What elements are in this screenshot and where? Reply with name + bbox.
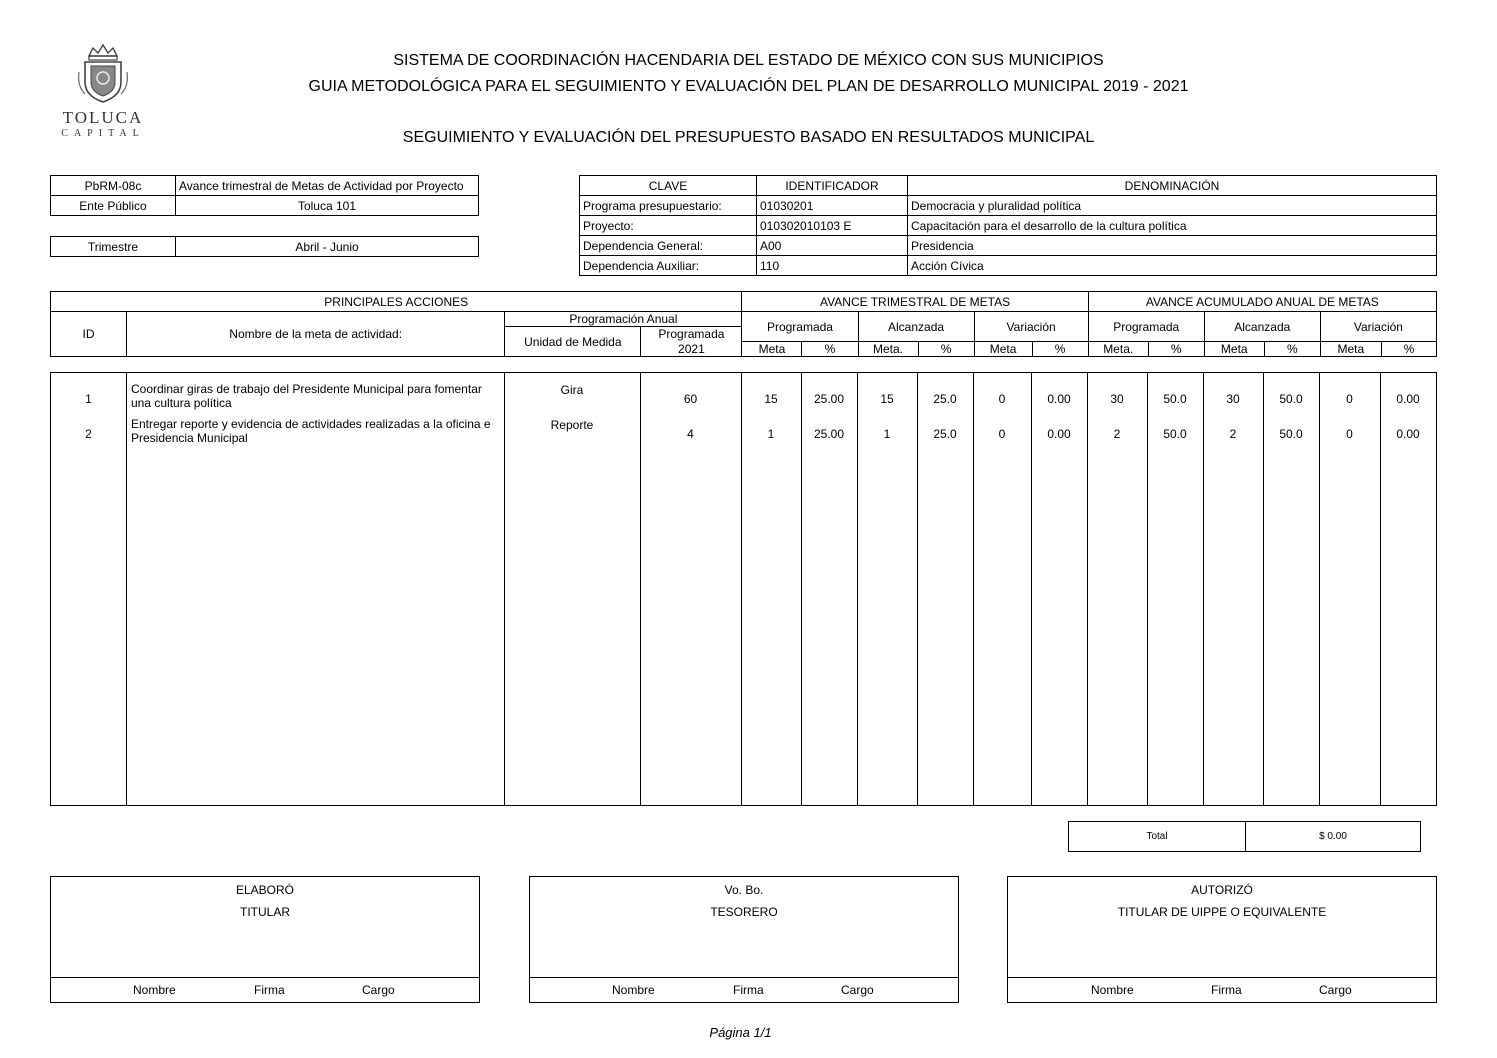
form-code: PbRM-08c xyxy=(51,176,176,196)
sub-header: % xyxy=(802,342,858,357)
nombre-header: Nombre de la meta de actividad: xyxy=(127,312,505,357)
signature-firma: Firma xyxy=(254,983,285,997)
row-programada: 60 xyxy=(683,392,698,406)
row-nombre: Entregar reporte y evidencia de actividades realizadas a la oficina e Presidencia Municipal xyxy=(131,417,491,445)
row-value: 25.00 xyxy=(813,427,845,441)
sub-header: Meta. xyxy=(858,342,918,357)
row-value: 15 xyxy=(880,392,894,406)
row-unidad: Gira xyxy=(560,383,584,397)
principales-acciones-header: PRINCIPALES ACCIONES xyxy=(51,292,742,312)
clave-cell: Dependencia General: xyxy=(580,236,757,256)
signature-title: ELABORÓ xyxy=(235,883,295,897)
identificador-cell: A00 xyxy=(757,236,908,256)
title-line-2: GUIA METODOLÓGICA PARA EL SEGUIMIENTO Y EVALUACIÓN DEL PLAN DE DESARROLLO MUNICIPAL 2019 - 2021 xyxy=(308,78,1189,95)
row-value: 25.0 xyxy=(933,427,957,441)
metas-body xyxy=(50,372,1437,806)
ente-value: Toluca 101 xyxy=(176,196,479,216)
row-value: 1 xyxy=(767,427,775,441)
acum-variacion-header: Variación xyxy=(1320,312,1436,342)
page-number: Página 1/1 xyxy=(709,1025,772,1040)
signature-cargo: Cargo xyxy=(362,983,395,997)
form-code-description: Avance trimestral de Metas de Actividad por Proyecto xyxy=(176,176,479,196)
signature-title: AUTORIZÓ xyxy=(1191,883,1253,897)
form-info-table xyxy=(50,175,479,216)
signature-box-autorizo xyxy=(1007,876,1437,1003)
identificador-cell: 110 xyxy=(757,256,908,276)
row-programada: 4 xyxy=(687,427,694,441)
trim-alcanzada-header: Alcanzada xyxy=(858,312,974,342)
row-value: 50.0 xyxy=(1163,392,1187,406)
clave-header: CLAVE xyxy=(580,176,757,196)
clave-cell: Programa presupuestario: xyxy=(580,196,757,216)
trimestre-label: Trimestre xyxy=(51,237,176,257)
row-value: 2 xyxy=(1113,427,1121,441)
row-value: 1 xyxy=(883,427,891,441)
trim-programada-header: Programada xyxy=(742,312,858,342)
signature-cargo: Cargo xyxy=(841,983,874,997)
denominacion-cell: Democracia y pluralidad política xyxy=(908,196,1437,216)
id-header: ID xyxy=(51,312,127,357)
metas-header-table xyxy=(50,291,1437,357)
denominacion-cell: Presidencia xyxy=(908,236,1437,256)
logo-subtitle: CAPITAL xyxy=(61,128,145,139)
row-value: 25.0 xyxy=(933,392,957,406)
signature-nombre: Nombre xyxy=(1091,983,1134,997)
denominacion-cell: Capacitación para el desarrollo de la cultura política xyxy=(908,216,1437,236)
row-value: 0.00 xyxy=(1047,392,1071,406)
sub-header: Meta xyxy=(742,342,802,357)
signature-nombre: Nombre xyxy=(133,983,176,997)
row-unidad: Reporte xyxy=(550,418,594,432)
sub-header: % xyxy=(1381,342,1436,357)
signature-cargo: Cargo xyxy=(1319,983,1352,997)
programada-year: 2021 xyxy=(641,342,742,357)
avance-trimestral-header: AVANCE TRIMESTRAL DE METAS xyxy=(742,292,1088,312)
sub-header: Meta xyxy=(1204,342,1264,357)
avance-acumulado-header: AVANCE ACUMULADO ANUAL DE METAS xyxy=(1088,292,1436,312)
sub-header: % xyxy=(1264,342,1320,357)
sub-header: % xyxy=(1032,342,1088,357)
signature-role: TITULAR xyxy=(239,905,290,919)
row-value: 50.0 xyxy=(1163,427,1187,441)
signature-role: TITULAR DE UIPPE O EQUIVALENTE xyxy=(1117,905,1327,919)
trim-variacion-header: Variación xyxy=(974,312,1088,342)
title-line-3: SEGUIMIENTO Y EVALUACIÓN DEL PRESUPUESTO BASADO EN RESULTADOS MUNICIPAL xyxy=(402,129,1095,146)
row-value: 0.00 xyxy=(1047,427,1071,441)
title-line-1: SISTEMA DE COORDINACIÓN HACENDARIA DEL ESTADO DE MÉXICO CON SUS MUNICIPIOS xyxy=(393,52,1104,69)
signature-box-vobo xyxy=(529,876,959,1003)
logo-name: TOLUCA xyxy=(62,108,144,127)
row-value: 0.00 xyxy=(1396,392,1420,406)
total-value: $ 0.00 xyxy=(1246,822,1421,852)
acum-alcanzada-header: Alcanzada xyxy=(1204,312,1320,342)
signature-firma: Firma xyxy=(1211,983,1242,997)
clave-cell: Proyecto: xyxy=(580,216,757,236)
row-value: 0 xyxy=(998,392,1006,406)
programada-header: Programada xyxy=(641,327,742,342)
trimestre-value: Abril - Junio xyxy=(176,237,479,257)
unidad-medida-header: Unidad de Medida xyxy=(505,327,641,357)
row-value: 50.0 xyxy=(1279,427,1303,441)
row-value: 30 xyxy=(1226,392,1240,406)
row-value: 0 xyxy=(1346,392,1353,406)
row-value: 25.00 xyxy=(813,392,845,406)
denominacion-header: DENOMINACIÓN xyxy=(908,176,1437,196)
identificador-cell: 01030201 xyxy=(757,196,908,216)
row-value: 50.0 xyxy=(1279,392,1303,406)
row-value: 30 xyxy=(1110,392,1124,406)
signature-role: TESORERO xyxy=(710,905,778,919)
signature-title: Vo. Bo. xyxy=(724,883,764,897)
row-value: 2 xyxy=(1229,427,1237,441)
signature-firma: Firma xyxy=(733,983,764,997)
row-value: 0.00 xyxy=(1396,427,1420,441)
row-value: 0 xyxy=(998,427,1006,441)
sub-header: % xyxy=(1148,342,1204,357)
clave-cell: Dependencia Auxiliar: xyxy=(580,256,757,276)
row-value: 15 xyxy=(764,392,778,406)
sub-header: % xyxy=(918,342,974,357)
identificador-header: IDENTIFICADOR xyxy=(757,176,908,196)
sub-header: Meta. xyxy=(1088,342,1148,357)
signature-nombre: Nombre xyxy=(612,983,655,997)
trimestre-table xyxy=(50,236,479,257)
total-label: Total xyxy=(1069,822,1246,852)
sub-header: Meta xyxy=(974,342,1032,357)
row-id: 2 xyxy=(85,427,92,441)
row-value: 0 xyxy=(1346,427,1353,441)
denominacion-cell: Acción Cívica xyxy=(908,256,1437,276)
ente-label: Ente Público xyxy=(51,196,176,216)
signature-box-elaboro xyxy=(50,876,480,1003)
acum-programada-header: Programada xyxy=(1088,312,1204,342)
sub-header: Meta xyxy=(1320,342,1381,357)
row-id: 1 xyxy=(85,392,92,406)
row-nombre: Coordinar giras de trabajo del Presidente Municipal para fomentar una cultura política xyxy=(131,382,482,410)
programacion-anual-header: Programación Anual xyxy=(505,312,742,327)
total-table xyxy=(1068,821,1421,852)
clave-table xyxy=(579,175,1437,276)
identificador-cell: 010302010103 E xyxy=(757,216,908,236)
